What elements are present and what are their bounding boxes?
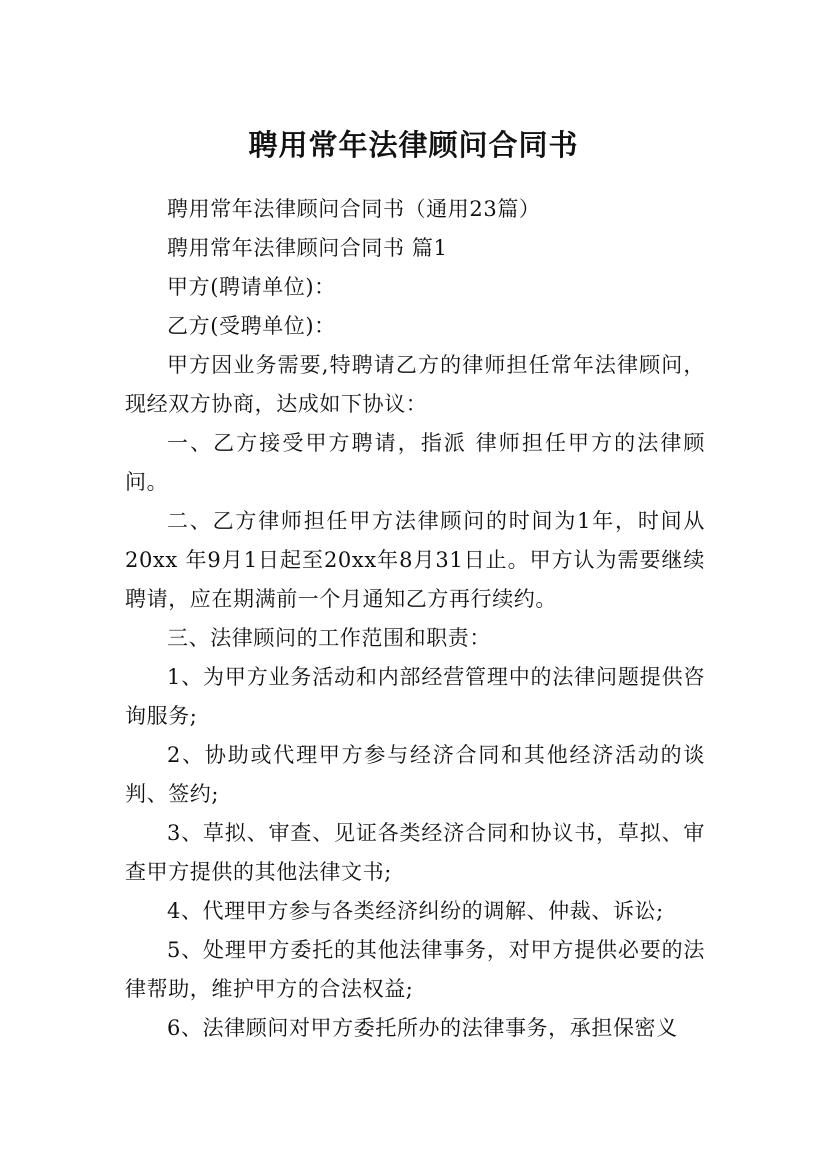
paragraph: 2、协助或代理甲方参与经济合同和其他经济活动的谈判、签约; [125, 743, 705, 806]
paragraph: 甲方(聘请单位)： [167, 275, 336, 299]
paragraph: 二、乙方律师担任甲方法律顾问的时间为1年，时间从20xx 年9月1日起至20xx年8月31日止。甲方认为需要继续聘请，应在期满前一个月通知乙方再行续约。 [125, 509, 705, 611]
paragraph: 5、处理甲方委托的其他法律事务，对甲方提供必要的法律帮助，维护甲方的合法权益; [125, 938, 705, 1001]
paragraph: 聘用常年法律顾问合同书（通用23篇） [167, 197, 541, 221]
paragraph: 6、法律顾问对甲方委托所办的法律事务，承担保密义 [167, 1016, 678, 1040]
document-title: 聘用常年法律顾问合同书 [248, 128, 579, 163]
paragraph: 甲方因业务需要,特聘请乙方的律师担任常年法律顾问，现经双方协商，达成如下协议： [125, 353, 705, 416]
paragraph: 1、为甲方业务活动和内部经营管理中的法律问题提供咨询服务; [125, 665, 705, 728]
paragraph: 4、代理甲方参与各类经济纠纷的调解、仲裁、诉讼; [167, 899, 664, 923]
document-body [125, 190, 705, 1048]
paragraph: 三、法律顾问的工作范围和职责： [167, 626, 491, 650]
paragraph: 乙方(受聘单位)： [167, 314, 336, 338]
paragraph: 一、乙方接受甲方聘请，指派 律师担任甲方的法律顾问。 [125, 431, 705, 494]
paragraph: 聘用常年法律顾问合同书 篇1 [167, 236, 448, 260]
paragraph: 3、草拟、审查、见证各类经济合同和协议书，草拟、审查甲方提供的其他法律文书; [125, 821, 705, 884]
